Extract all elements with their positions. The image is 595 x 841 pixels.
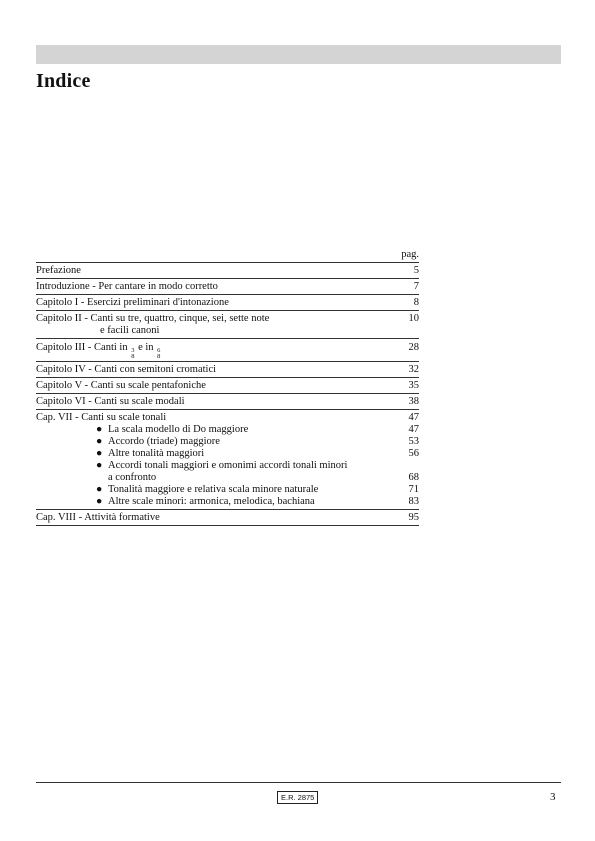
toc-label-mid: e in <box>138 342 154 353</box>
toc-page: 28 <box>408 342 419 353</box>
bullet-icon: ● <box>96 460 103 471</box>
toc-label: Capitolo VI - Canti su scale modali <box>36 396 185 407</box>
toc-entry-capitolo-6[interactable] <box>36 393 419 409</box>
toc-label: Capitolo II - Canti su tre, quattro, cinque, sei, sette note <box>36 313 270 324</box>
toc-subentry[interactable] <box>36 460 419 472</box>
toc-page: 71 <box>408 484 419 495</box>
toc-subentry-continuation <box>36 472 419 484</box>
toc-page: 5 <box>413 265 419 276</box>
toc-label: Cap. VIII - Attività formative <box>36 512 160 523</box>
toc-entry-capitolo-5[interactable] <box>36 377 419 393</box>
footer-divider <box>36 782 561 783</box>
time-signature-6-8: 6 8 <box>157 347 161 360</box>
toc-label: Prefazione <box>36 265 81 276</box>
toc-entry-capitolo-8[interactable] <box>36 509 419 526</box>
toc-sub-label: a confronto <box>108 472 157 483</box>
toc-page: 53 <box>408 436 419 447</box>
toc-page: 38 <box>408 396 419 407</box>
toc-page: 35 <box>408 380 419 391</box>
bullet-icon: ● <box>96 436 103 447</box>
toc-entry-introduzione[interactable] <box>36 278 419 294</box>
toc-sub-label: Accordo (triade) maggiore <box>108 436 220 447</box>
toc-sub-label: Altre scale minori: armonica, melodica, bachiana <box>108 496 315 507</box>
toc-label: Introduzione - Per cantare in modo corretto <box>36 281 218 292</box>
header-bar <box>36 45 561 64</box>
toc-entry-capitolo-4[interactable] <box>36 361 419 377</box>
toc-subentry[interactable] <box>36 436 419 448</box>
toc-page: 10 <box>408 313 419 324</box>
toc-sub-label: Altre tonalità maggiori <box>108 448 205 459</box>
toc-page: 7 <box>413 281 419 292</box>
bullet-icon: ● <box>96 496 103 507</box>
toc-page: 83 <box>408 496 419 507</box>
time-signature-3-8: 3 8 <box>131 347 135 360</box>
toc-page: 8 <box>413 297 419 308</box>
page-number: 3 <box>550 791 556 803</box>
toc-entry-capitolo-3[interactable] <box>36 338 419 361</box>
toc-page: 68 <box>408 472 419 483</box>
toc-entry-capitolo-2[interactable] <box>36 310 419 338</box>
toc-label: Capitolo I - Esercizi preliminari d'intonazione <box>36 297 229 308</box>
bullet-icon: ● <box>96 448 103 459</box>
toc-sub-label: Accordi tonali maggiori e omonimi accordi tonali minori <box>108 460 348 471</box>
toc-label-prefix: Capitolo III - Canti in <box>36 342 128 353</box>
toc-label-continuation: e facili canoni <box>100 325 160 336</box>
table-of-contents <box>36 249 419 526</box>
toc-page: 56 <box>408 448 419 459</box>
toc-subentry[interactable] <box>36 484 419 496</box>
bullet-icon: ● <box>96 484 103 495</box>
edition-code: E.R. 2875 <box>277 791 318 804</box>
toc-page: 32 <box>408 364 419 375</box>
toc-label <box>36 342 161 360</box>
bullet-icon: ● <box>96 424 103 435</box>
toc-label: Capitolo V - Canti su scale pentafoniche <box>36 380 206 391</box>
toc-label: Capitolo IV - Canti con semitoni cromatici <box>36 364 217 375</box>
toc-subentry[interactable] <box>36 448 419 460</box>
pag-column-header: pag. <box>401 249 419 260</box>
toc-entry-capitolo-7[interactable] <box>36 409 419 509</box>
toc-page: 95 <box>408 512 419 523</box>
toc-entry-prefazione[interactable] <box>36 262 419 278</box>
toc-page: 47 <box>408 424 419 435</box>
toc-label: Cap. VII - Canti su scale tonali <box>36 412 167 423</box>
toc-entry-capitolo-1[interactable] <box>36 294 419 310</box>
toc-subentry[interactable] <box>36 424 419 436</box>
page-title: Indice <box>36 70 91 92</box>
toc-sub-label: La scala modello di Do maggiore <box>108 424 249 435</box>
toc-subentry[interactable] <box>36 496 419 508</box>
toc-sub-label: Tonalità maggiore e relativa scala minore naturale <box>108 484 319 495</box>
toc-page: 47 <box>408 412 419 423</box>
